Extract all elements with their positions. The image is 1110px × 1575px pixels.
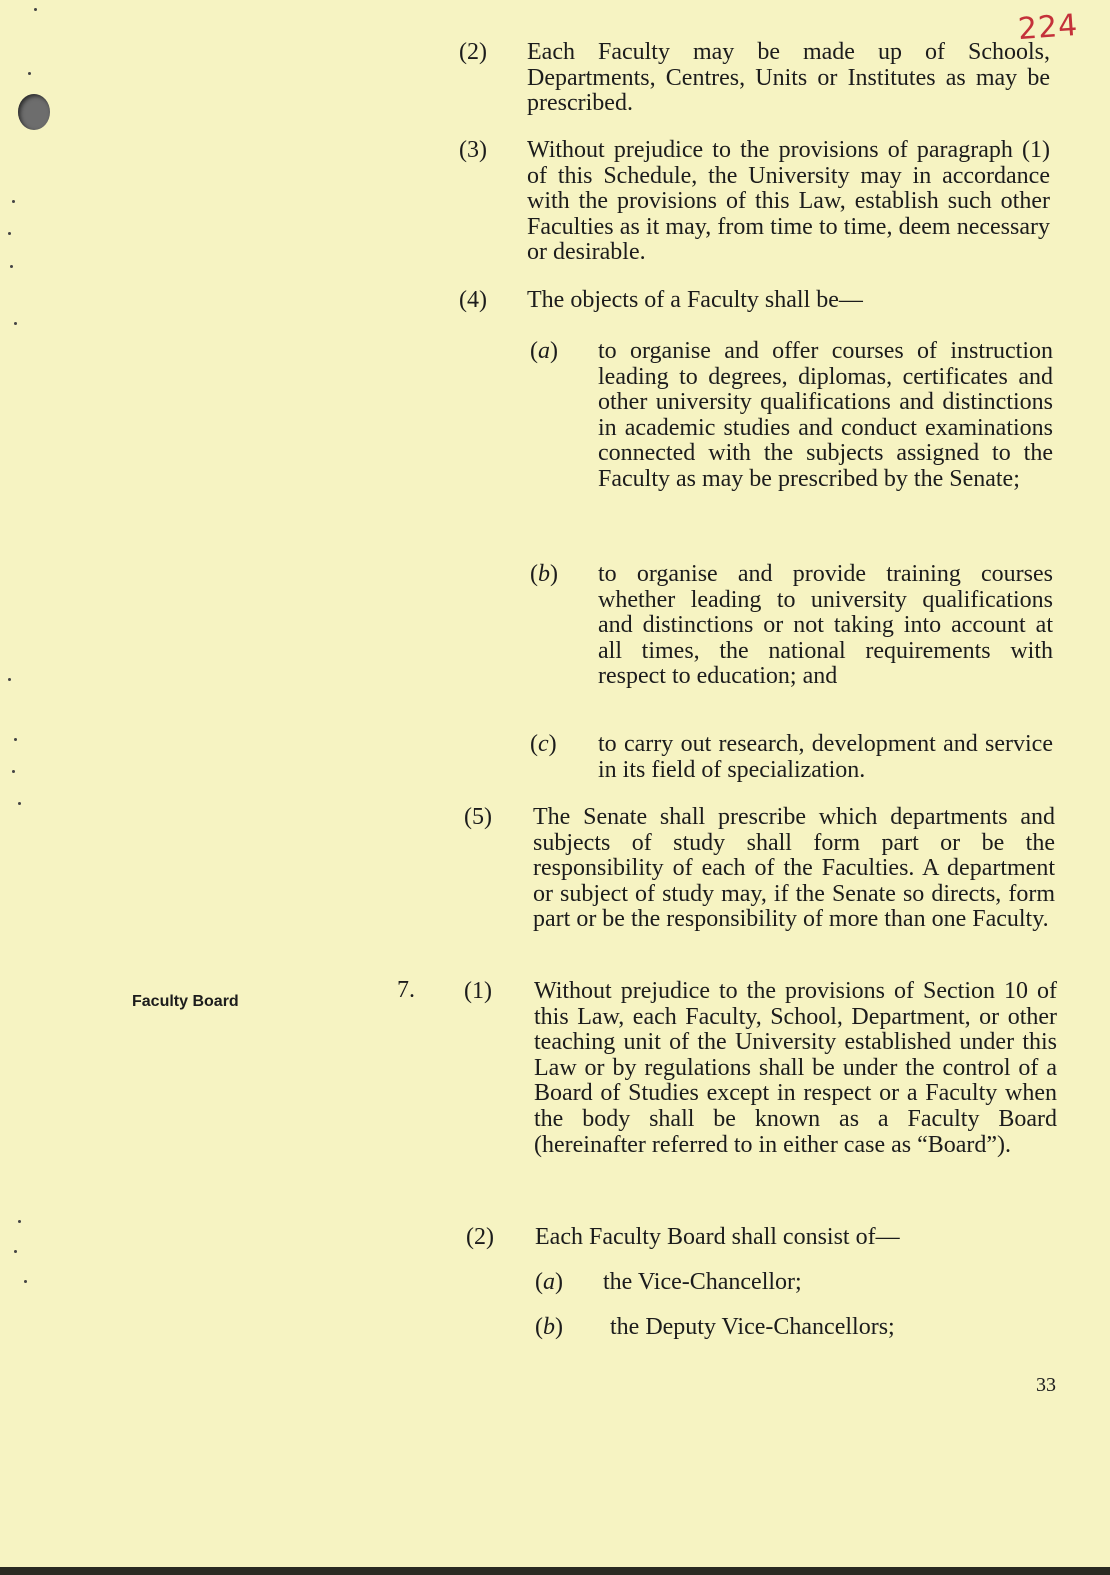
- item-label: (b): [530, 561, 558, 587]
- speck: [8, 232, 11, 235]
- clause-number: (5): [464, 804, 492, 830]
- margin-note: Faculty Board: [132, 993, 239, 1010]
- handwritten-page-annotation: 224: [1016, 7, 1080, 48]
- clause-text: Without prejudice to the provisions of Section 10 of this Law, each Faculty, School, Department, or other teaching unit of the University established under this Law or by regulations shall be under the control of a Board of Studies except in respect or a Faculty when the body shall be known as a Faculty Board (hereinafter referred to in either case as “Board”).: [534, 978, 1057, 1158]
- clause-number: (2): [466, 1224, 494, 1250]
- speck: [14, 1250, 17, 1253]
- clause-number: (1): [464, 978, 492, 1004]
- speck: [14, 738, 17, 741]
- item-label: (a): [530, 338, 558, 364]
- item-text: to organise and provide training courses whether leading to university qualifications and distinctions or not taking into account at all times, the national requirements with respect to education; and: [598, 561, 1053, 690]
- speck: [34, 8, 37, 11]
- item-text: the Deputy Vice-Chancellors;: [610, 1314, 895, 1340]
- clause-number: (3): [459, 137, 487, 163]
- clause-text: Each Faculty Board shall consist of—: [535, 1224, 900, 1250]
- item-text: to organise and offer courses of instruction leading to degrees, diplomas, certificates and other university qualifications and distinctions in academic studies and conduct examinations connected with the subjects assigned to the Faculty as may be prescribed by the Senate;: [598, 338, 1053, 492]
- clause-text: The objects of a Faculty shall be—: [527, 287, 863, 313]
- speck: [10, 265, 13, 268]
- item-label: (a): [535, 1269, 563, 1295]
- clause-text: Each Faculty may be made up of Schools, Departments, Centres, Units or Institutes as may be prescribed.: [527, 39, 1050, 117]
- clause-number: (4): [459, 287, 487, 313]
- clause-text: Without prejudice to the provisions of paragraph (1) of this Schedule, the University may in accordance with the provisions of this Law, establish such other Faculties as it may, from time to time, deem necessary or desirable.: [527, 137, 1050, 266]
- clause-text: The Senate shall prescribe which departments and subjects of study shall form part or be the responsibility of each of the Faculties. A department or subject of study may, if the Senate so directs, form part or be the responsibility of more than one Faculty.: [533, 804, 1055, 933]
- clause-number: (2): [459, 39, 487, 65]
- speck: [28, 72, 31, 75]
- section-number: 7.: [397, 977, 415, 1003]
- page-bottom-edge: [0, 1567, 1110, 1575]
- speck: [14, 322, 17, 325]
- item-label: (c): [530, 731, 557, 757]
- punch-hole: [18, 94, 50, 130]
- speck: [8, 678, 11, 681]
- speck: [12, 770, 15, 773]
- page-number: 33: [1036, 1374, 1056, 1396]
- speck: [18, 802, 21, 805]
- item-text: to carry out research, development and service in its field of specialization.: [598, 731, 1053, 783]
- item-label: (b): [535, 1314, 563, 1340]
- item-text: the Vice-Chancellor;: [603, 1269, 802, 1295]
- speck: [12, 200, 15, 203]
- speck: [18, 1220, 21, 1223]
- speck: [24, 1280, 27, 1283]
